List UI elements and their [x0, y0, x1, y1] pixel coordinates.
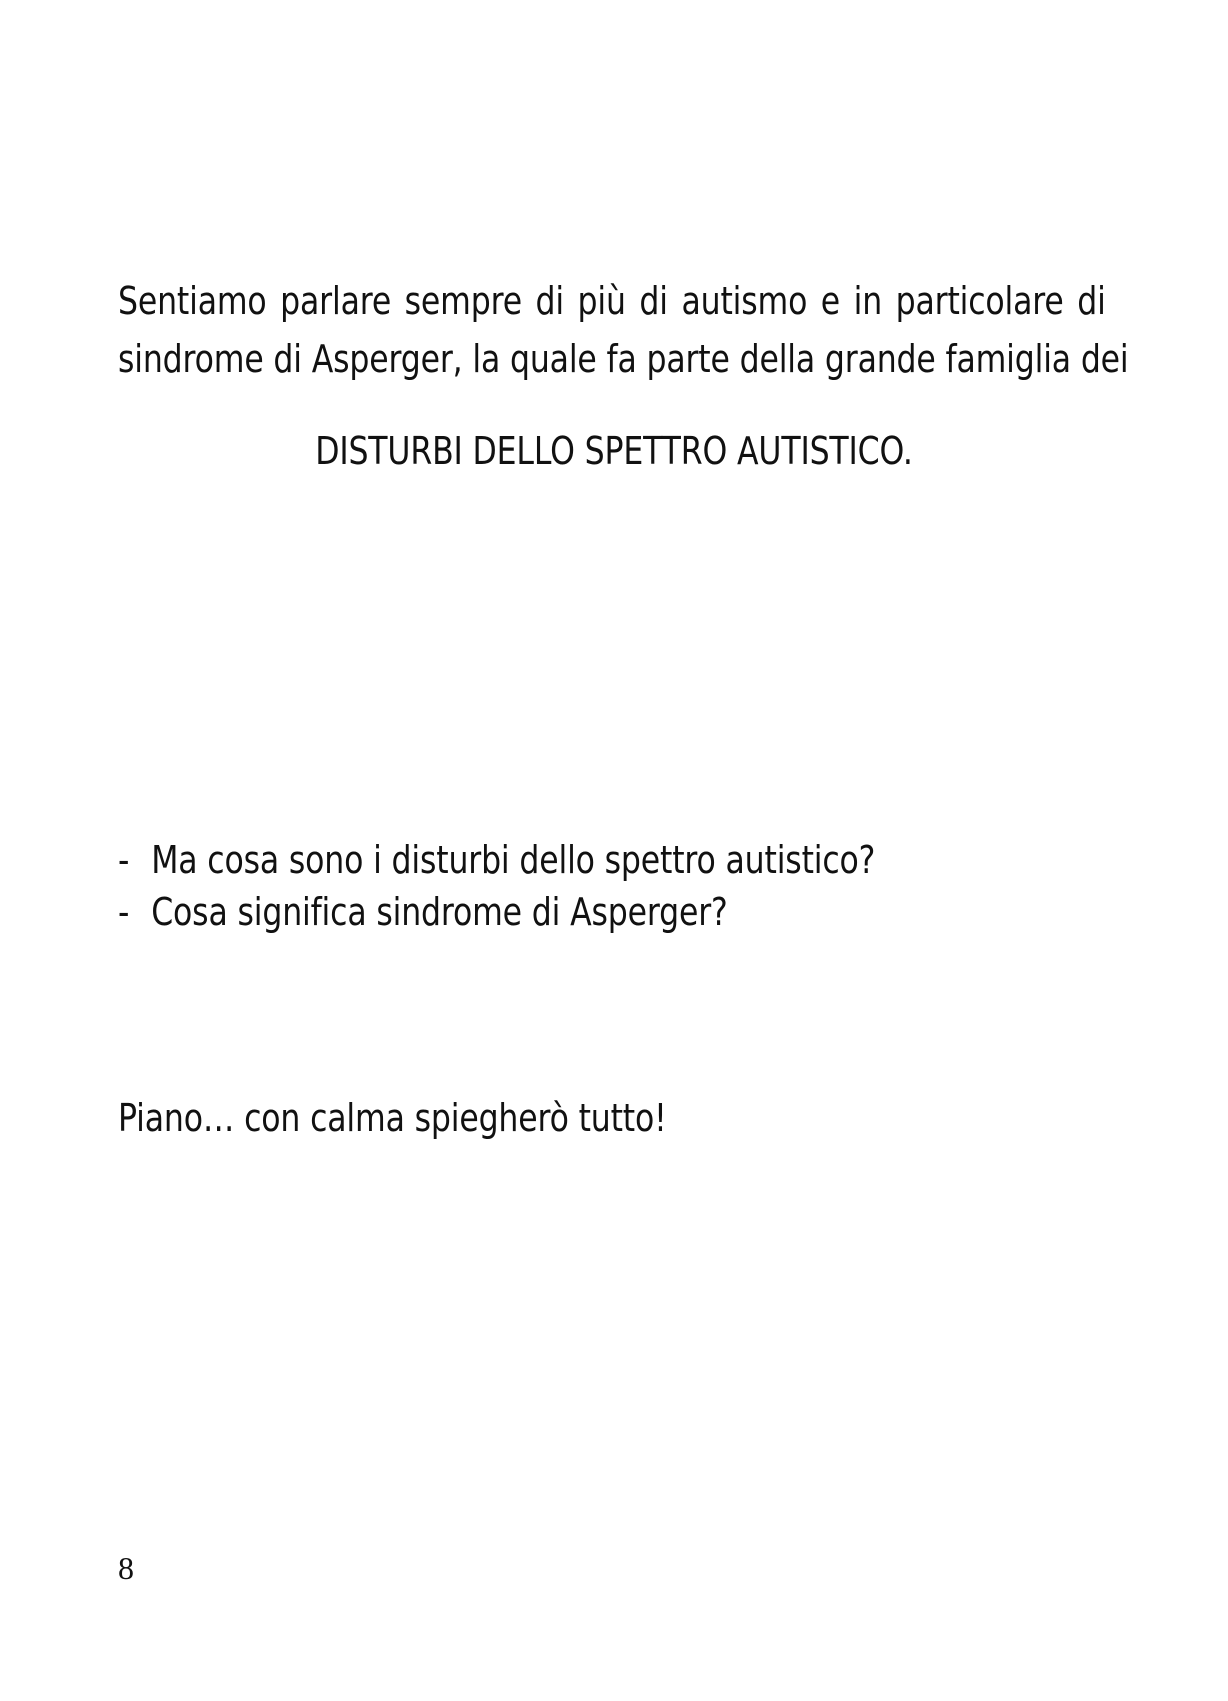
question-list — [118, 834, 875, 938]
intro-line-2: sindrome di Asperger, la quale fa parte della grande famiglia dei — [118, 337, 1129, 381]
intro-paragraph — [118, 272, 1129, 388]
heading-text: DISTURBI DELLO SPETTRO AUTISTICO. — [315, 429, 913, 473]
list-item — [118, 834, 875, 886]
intro-line-1: Sentiamo parlare sempre di più di autismo e in particolare di — [118, 279, 1106, 323]
list-bullet: - — [118, 838, 130, 882]
list-item-text: Cosa significa sindrome di Asperger? — [151, 890, 728, 934]
list-bullet: - — [118, 890, 130, 934]
page-number: 8 — [118, 1550, 134, 1586]
closing-line: Piano… con calma spiegherò tutto! — [118, 1096, 667, 1140]
list-item — [118, 886, 875, 938]
list-item-text: Ma cosa sono i disturbi dello spettro autistico? — [151, 838, 876, 882]
centered-heading — [0, 427, 1228, 475]
